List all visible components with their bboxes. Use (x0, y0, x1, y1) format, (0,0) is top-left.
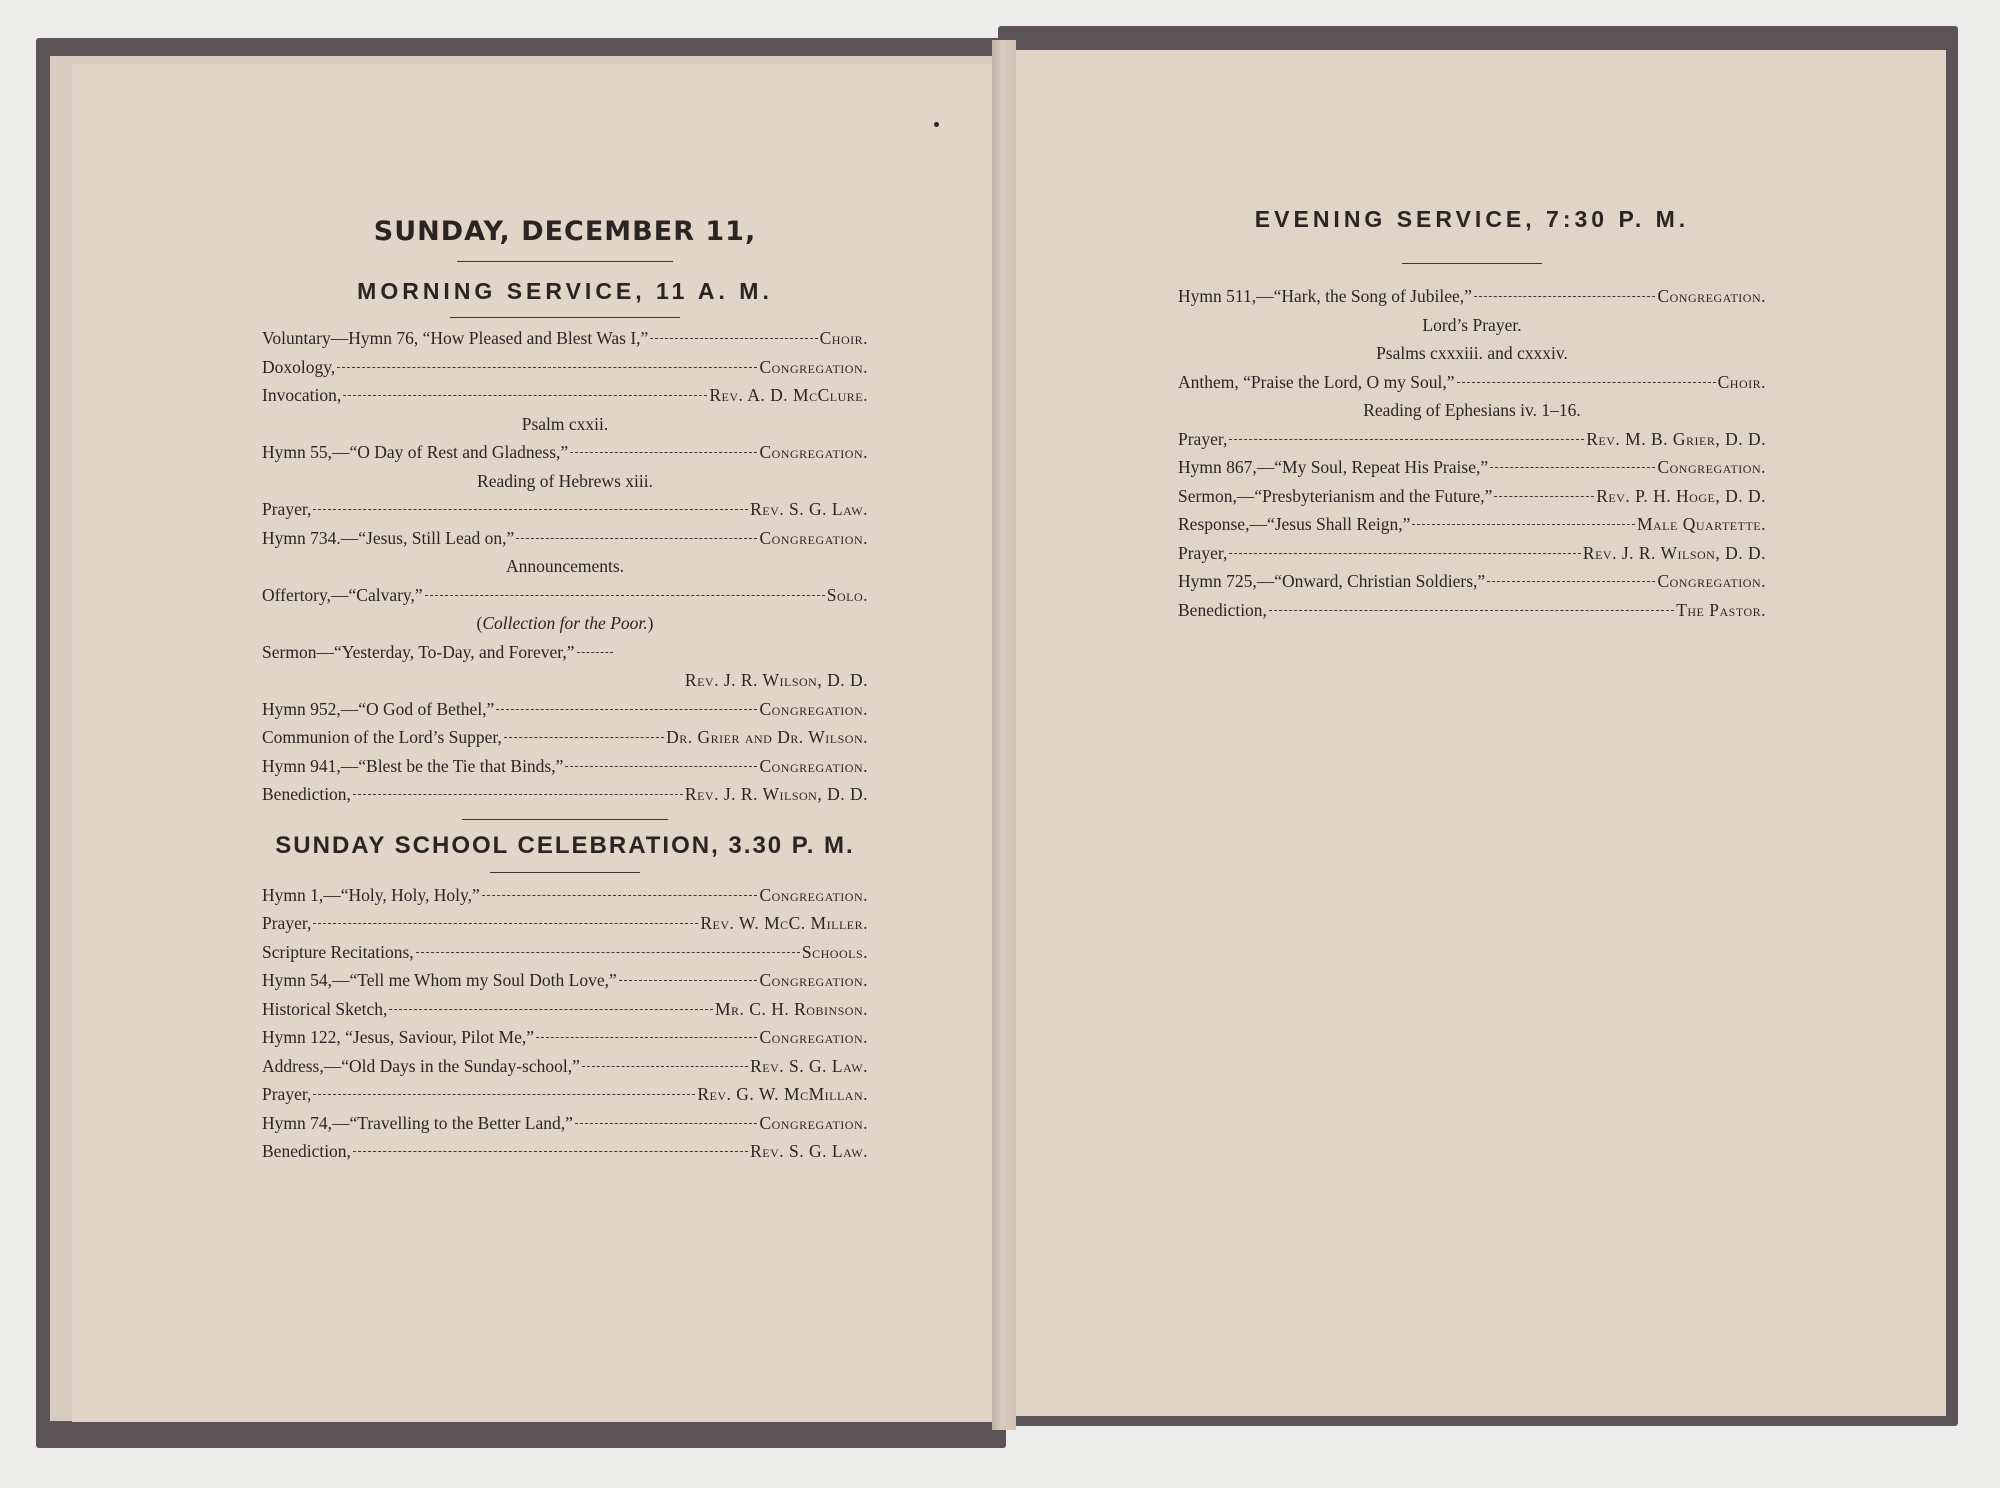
leader-dots (482, 895, 758, 896)
program-item-label: Hymn 54,—“Tell me Whom my Soul Doth Love,” (262, 970, 617, 990)
ink-speck (934, 122, 939, 127)
divider-rule (462, 819, 668, 820)
program-item-performer: Rev. W. McC. Miller. (700, 913, 868, 933)
program-item-performer: Congregation. (759, 1027, 868, 1047)
program-line (1178, 482, 1766, 511)
leader-dots (650, 338, 817, 339)
program-line (1178, 368, 1766, 397)
leader-dots (425, 595, 825, 596)
divider-rule (450, 317, 680, 318)
right-page-content (1178, 206, 1766, 624)
program-item-performer: Choir. (1717, 371, 1766, 392)
program-item-performer: Rev. G. W. McMillan. (697, 1084, 868, 1104)
program-line (262, 353, 868, 382)
leader-dots (416, 952, 800, 953)
program-line (262, 966, 868, 995)
leader-dots (353, 1151, 748, 1152)
program-item-performer: The Pastor. (1676, 599, 1766, 620)
program-item-label: Hymn 725,—“Onward, Christian Soldiers,” (1178, 571, 1486, 591)
program-item-performer: Mr. C. H. Robinson. (714, 998, 868, 1019)
program-line (1178, 282, 1766, 311)
program-item-performer: Schools. (801, 941, 868, 962)
program-center-line: Announcements. (505, 556, 625, 576)
program-item-performer: Congregation. (759, 442, 868, 462)
program-line (1178, 539, 1766, 568)
program-item-label: Prayer, (262, 1084, 312, 1104)
program-line (262, 1137, 868, 1166)
leader-dots (1412, 524, 1635, 525)
program-note: (Collection for the Poor.) (476, 613, 654, 633)
program-line (262, 324, 868, 353)
program-item-performer: Rev. J. R. Wilson, D. D. (1582, 542, 1766, 563)
leader-dots (516, 538, 757, 539)
leader-dots (582, 1066, 748, 1067)
program-item-label: Offertory,—“Calvary,” (262, 584, 423, 605)
program-item-performer: Rev. A. D. McClure. (709, 385, 868, 405)
program-item-performer: Congregation. (759, 698, 868, 719)
program-line (262, 581, 868, 610)
program-item-label: Communion of the Lord’s Supper, (262, 727, 502, 747)
program-item-performer: Solo. (826, 584, 868, 605)
program-line (262, 524, 868, 553)
program-line (262, 995, 868, 1024)
program-line (262, 752, 868, 781)
program-item-performer: Rev. M. B. Grier, D. D. (1586, 428, 1766, 449)
program-line (262, 909, 868, 938)
program-item-performer: Congregation. (1657, 286, 1766, 306)
program-item-label: Prayer, (1178, 542, 1228, 563)
leader-dots (575, 1123, 758, 1124)
program-item-performer: Congregation. (759, 970, 868, 990)
leader-dots (619, 980, 758, 981)
program-item-label: Voluntary—Hymn 76, “How Pleased and Blest Was I,” (262, 328, 649, 348)
program-item-performer: Congregation. (759, 527, 868, 548)
program-item-performer: Rev. S. G. Law. (750, 499, 868, 519)
program-line (1178, 596, 1766, 625)
leader-dots (1229, 439, 1584, 440)
leader-dots (565, 766, 757, 767)
leader-dots (313, 509, 748, 510)
leader-dots (389, 1009, 713, 1010)
program-center-line: Psalm cxxii. (521, 413, 609, 434)
divider-rule (490, 872, 640, 873)
divider-rule (1402, 263, 1542, 264)
leader-dots (1494, 496, 1594, 497)
program-item-label: Hymn 734.—“Jesus, Still Lead on,” (262, 527, 515, 548)
program-item-performer: Congregation. (759, 755, 868, 776)
sunday-school-title: SUNDAY SCHOOL CELEBRATION, 3.30 P. M. (275, 831, 855, 859)
school-program-list (262, 881, 868, 1166)
program-item-performer: Male Quartette. (1636, 514, 1766, 534)
program-item-label: Address,—“Old Days in the Sunday-school,” (262, 1055, 580, 1076)
program-item-label: Hymn 1,—“Holy, Holy, Holy,” (262, 884, 480, 905)
leader-dots (536, 1037, 757, 1038)
leader-dots (1269, 610, 1674, 611)
program-item-label: Benediction, (1178, 599, 1267, 620)
program-item-performer: Choir. (819, 328, 868, 348)
program-line (262, 1109, 868, 1138)
program-item-label: Hymn 511,—“Hark, the Song of Jubilee,” (1178, 286, 1472, 306)
leader-dots (313, 1094, 695, 1095)
program-line (262, 938, 868, 967)
program-item-label: Sermon,—“Presbyterianism and the Future,” (1178, 485, 1493, 506)
program-line (262, 1023, 868, 1052)
leader-dots (1457, 382, 1716, 383)
program-item-label: Doxology, (262, 356, 336, 377)
book-gutter (992, 40, 1016, 1430)
program-item-performer: Dr. Grier and Dr. Wilson. (666, 727, 868, 747)
program-line (262, 381, 868, 410)
leader-dots (570, 452, 757, 453)
program-line (262, 1080, 868, 1109)
program-item-performer: Congregation. (1657, 457, 1766, 477)
program-center-line: Reading of Ephesians iv. 1–16. (1363, 400, 1581, 420)
leader-dots (577, 652, 613, 653)
program-line (1178, 510, 1766, 539)
program-item-performer: Congregation. (759, 1112, 868, 1133)
program-line (262, 780, 868, 809)
leader-dots (1474, 296, 1656, 297)
leader-dots (504, 737, 664, 738)
leader-dots (1490, 467, 1655, 468)
evening-program-list (1178, 282, 1766, 624)
program-item-performer: Rev. S. G. Law. (750, 1141, 868, 1161)
program-line (262, 638, 868, 667)
leader-dots (337, 367, 757, 368)
program-officiant: Rev. J. R. Wilson, D. D. (684, 670, 868, 690)
program-line (1178, 425, 1766, 454)
leader-dots (1487, 581, 1655, 582)
program-line (262, 495, 868, 524)
program-line (262, 881, 868, 910)
leader-dots (1229, 553, 1581, 554)
program-line (262, 723, 868, 752)
leader-dots (353, 794, 683, 795)
program-line (1178, 567, 1766, 596)
program-center-line: Reading of Hebrews xiii. (477, 470, 653, 491)
program-item-label: Hymn 952,—“O God of Bethel,” (262, 698, 495, 719)
left-page-content (262, 216, 868, 1166)
program-item-label: Prayer, (1178, 428, 1228, 449)
date-heading: SUNDAY, DECEMBER 11, (373, 216, 757, 247)
program-item-performer: Rev. P. H. Hoge, D. D. (1596, 485, 1766, 506)
program-item-label: Historical Sketch, (262, 998, 388, 1019)
evening-service-title: EVENING SERVICE, 7:30 P. M. (1254, 206, 1690, 232)
program-item-label: Hymn 74,—“Travelling to the Better Land,” (262, 1112, 573, 1133)
program-center-line: Psalms cxxxiii. and cxxxiv. (1376, 343, 1568, 363)
program-line (262, 1052, 868, 1081)
divider-rule (457, 261, 673, 262)
program-center-line: Lord’s Prayer. (1422, 314, 1522, 335)
program-item-performer: Rev. S. G. Law. (750, 1055, 868, 1076)
program-item-performer: Congregation. (759, 884, 868, 905)
leader-dots (343, 395, 707, 396)
program-line (262, 695, 868, 724)
program-item-label: Benediction, (262, 784, 351, 804)
morning-program-list (262, 324, 868, 809)
program-line (262, 438, 868, 467)
morning-service-title: MORNING SERVICE, 11 A. M. (357, 278, 773, 304)
program-item-label: Prayer, (262, 913, 312, 933)
program-item-label: Invocation, (262, 385, 342, 405)
program-item-label: Prayer, (262, 499, 312, 519)
program-line (1178, 453, 1766, 482)
program-item-label: Response,—“Jesus Shall Reign,” (1178, 514, 1411, 534)
program-item-label: Sermon—“Yesterday, To-Day, and Forever,” (262, 641, 575, 662)
program-item-label: Hymn 55,—“O Day of Rest and Gladness,” (262, 442, 569, 462)
program-item-performer: Congregation. (759, 356, 868, 377)
program-item-label: Hymn 122, “Jesus, Saviour, Pilot Me,” (262, 1027, 534, 1047)
leader-dots (496, 709, 757, 710)
program-item-label: Anthem, “Praise the Lord, O my Soul,” (1178, 371, 1455, 392)
program-item-performer: Rev. J. R. Wilson, D. D. (684, 784, 868, 804)
program-item-label: Benediction, (262, 1141, 351, 1161)
program-item-label: Scripture Recitations, (262, 941, 414, 962)
program-note-text: Collection for the Poor. (482, 613, 648, 633)
program-item-performer: Congregation. (1657, 571, 1766, 591)
program-item-label: Hymn 867,—“My Soul, Repeat His Praise,” (1178, 457, 1489, 477)
program-item-label: Hymn 941,—“Blest be the Tie that Binds,” (262, 755, 564, 776)
leader-dots (313, 923, 698, 924)
